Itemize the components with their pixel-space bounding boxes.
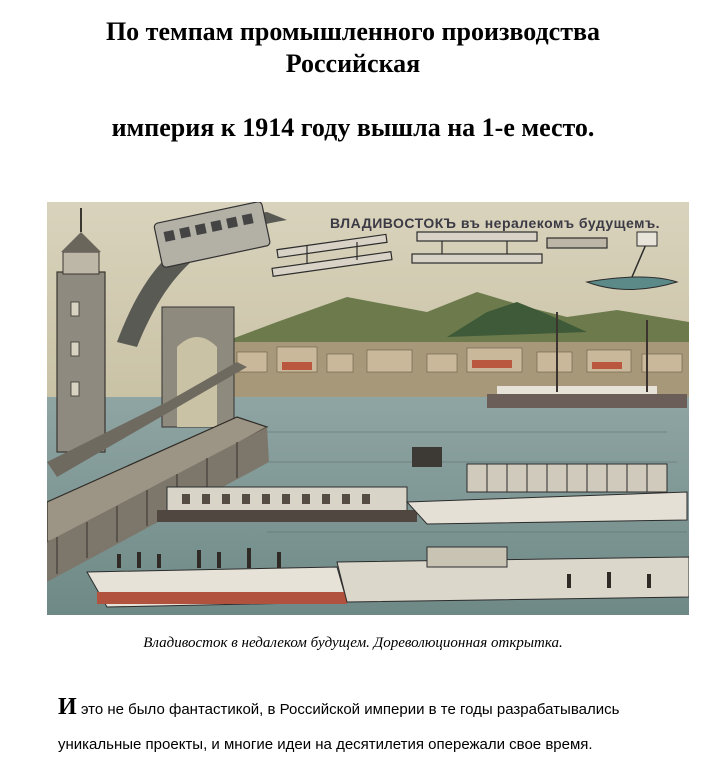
heading-line-3: империя к 1914 году вышла на 1-е место. bbox=[111, 113, 595, 142]
paragraph-line-1: это не было фантастикой, в Российской империи в те годы разрабатывались bbox=[76, 701, 620, 718]
heading-line-2: Российская bbox=[285, 49, 421, 78]
postcard-illustration bbox=[47, 202, 689, 615]
body-paragraph bbox=[58, 690, 698, 762]
drop-cap: И bbox=[58, 694, 77, 720]
image-caption: Владивосток в недалеком будущем. Дореволюционная открытка. bbox=[143, 635, 563, 651]
postcard-inscription: ВЛАДИВОСТОКЪ въ нералекомъ будущемъ. bbox=[330, 215, 661, 231]
paragraph-line-2: уникальные проекты, и многие идеи на десятилетия опережали свое время. bbox=[58, 736, 593, 753]
vladivostok-postcard-image bbox=[47, 202, 689, 615]
heading-line-1: По темпам промышленного производства bbox=[105, 17, 601, 46]
